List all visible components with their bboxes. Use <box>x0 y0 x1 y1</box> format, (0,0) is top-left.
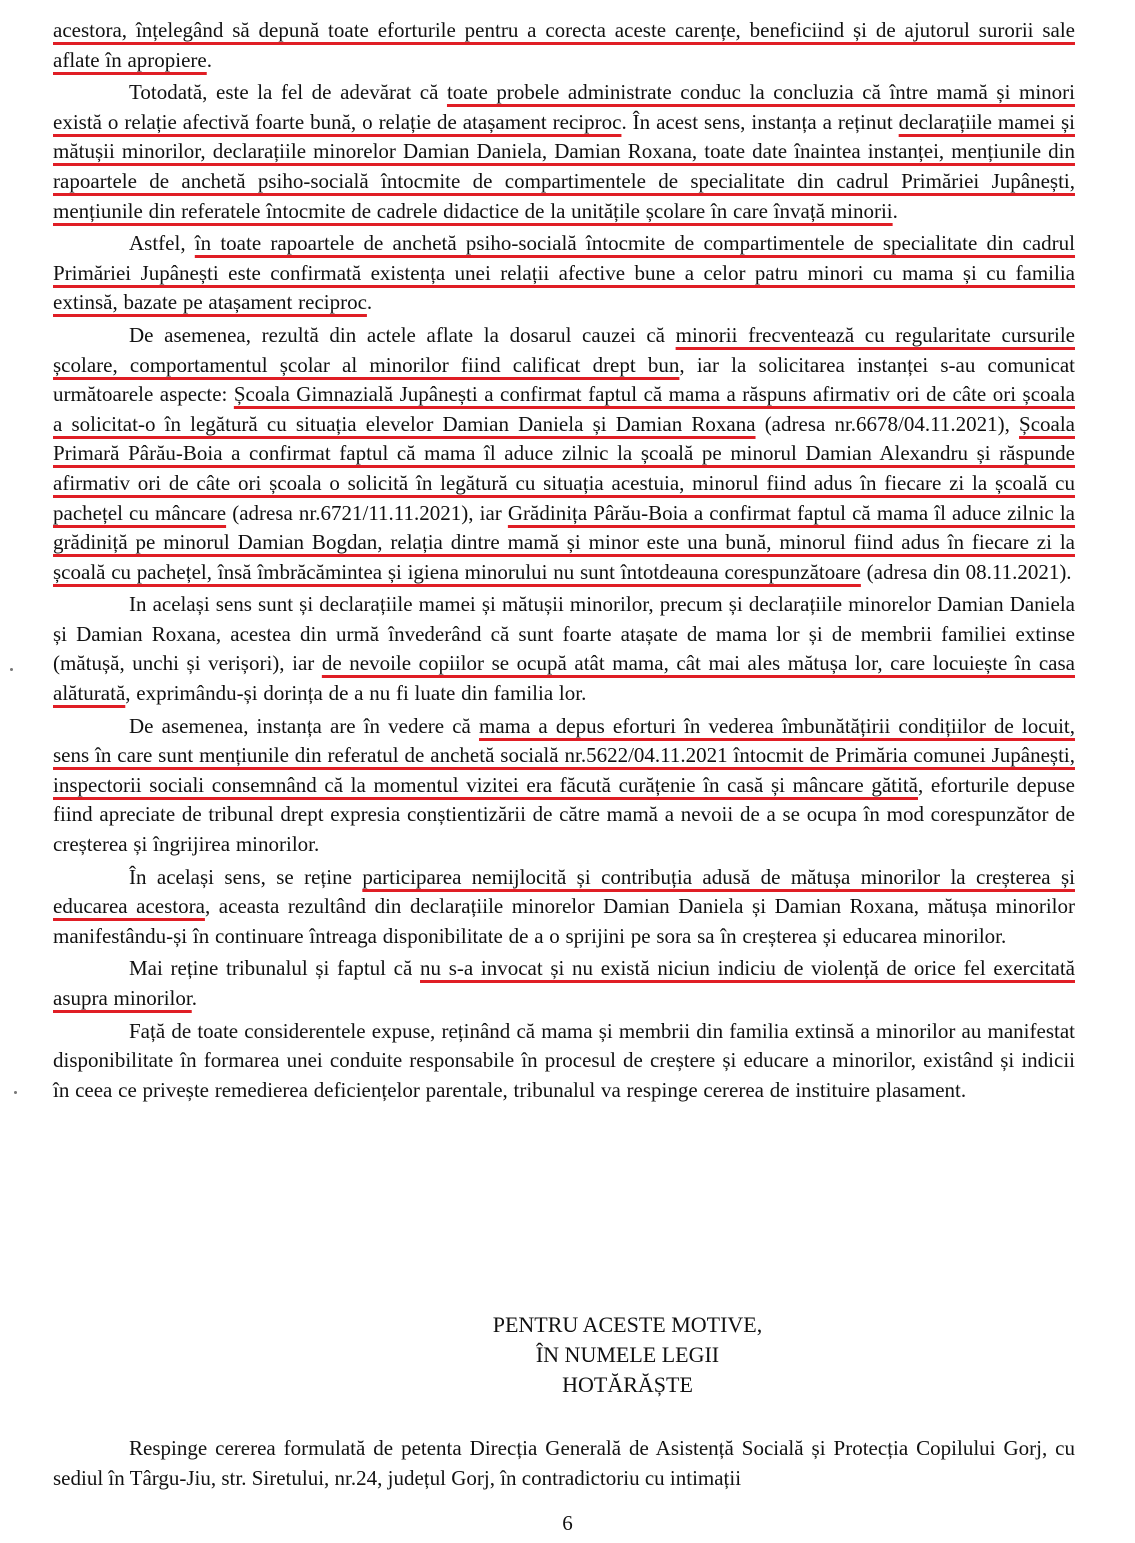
text-segment: , iar la solicitarea instanței s-au comunicat următoarele aspecte: <box>53 352 1075 407</box>
paragraph-p3 <box>53 229 1075 318</box>
paragraph-p6 <box>53 712 1075 860</box>
text-segment: . În acest sens, instanța a reținut <box>621 109 899 134</box>
paragraph-p1 <box>53 16 1075 75</box>
scan-speck <box>10 668 13 671</box>
underlined-passage: toate probele administrate conduc la concluzia că între mamă și minori există o relație afectivă foarte bună, o relație de atașament reciproc <box>53 80 1075 134</box>
heading-line-motive: PENTRU ACESTE MOTIVE, <box>492 1312 763 1337</box>
text-segment: (adresa din 08.11.2021). <box>860 559 1072 584</box>
paragraph-p8 <box>53 954 1075 1013</box>
underlined-passage: de nevoile copiilor se ocupă atât mama, cât mai ales mătușa lor, care locuiește în casa alăturată <box>53 651 1075 706</box>
underlined-passage: declarațiile mamei și mătușii minorilor, declarațiile minorelor Damian Daniela, Damian Roxana, toate date înaintea instanței, mențiunile din rapoartele de anchetă psiho-socială întocmite de compartimentele de specialitate din cadrul Primăriei Jupânești, mențiunile din referatele întocmite de cadrele didactice de la unitățile școlare în care învață minorii <box>53 109 1075 223</box>
text-segment: . <box>206 47 212 72</box>
underlined-passage: Școala Primară Pârău-Boia a confirmat faptul că mama îl aduce zilnic la școală pe minorul Damian Alexandru și răspunde afirmativ ori de câte ori școala o solicită în legătură cu situația acestuia, minorul fiind adus în fiecare zi la școală cu pachețel cu mâncare <box>53 411 1075 525</box>
underlined-passage: Școala Gimnazială Jupânești a confirmat faptul că mama a răspuns afirmativ ori de câte ori școala a solicitat-o în legătură cu situația elevelor Damian Daniela și Damian Roxana <box>53 382 1075 436</box>
scan-speck <box>14 1091 17 1094</box>
underlined-passage: mama a depus eforturi în vederea îmbunătățirii condițiilor de locuit, sens în care sunt mențiunile din referatul de anchetă socială nr.5622/04.11.2021 întocmit de Primăria comunei Jupânești, inspectorii sociali consemnând că la momentul vizitei era făcută curățenie în casă și mâncare gătită <box>53 713 1076 797</box>
text-segment: In același sens sunt și declarațiile mamei și mătușii minorilor, precum și declarațiile minorelor Damian Daniela și Damian Roxana, acestea din urmă învederând că sunt foarte atașate de mama lor și de membrii familiei extinse (mătușă, unchi și verișori), iar <box>53 592 1075 676</box>
underlined-passage: minorii frecventează cu regularitate cursurile școlare, comportamentul școlar al minorilor fiind calificat drept bun <box>53 322 1075 377</box>
text-segment: De asemenea, rezultă din actele aflate la dosarul cauzei că <box>129 322 676 347</box>
underlined-passage: nu s-a invocat și nu există niciun indiciu de violență de orice fel exercitată asupra minorilor <box>53 956 1075 1010</box>
heading-line-decides: HOTĂRĂȘTE <box>562 1372 693 1397</box>
text-segment: . <box>892 198 898 223</box>
text-segment: , exprimându-și dorința de a nu fi luate din familia lor. <box>125 681 587 706</box>
text-segment: , eforturile depuse fiind apreciate de tribunal drept expresia conștientizării de către mamă a nevoii de a se ocupa în mod corespunzător de creșterea și îngrijirea minorilor. <box>53 772 1075 857</box>
text-segment: Totodată, este la fel de adevărat că <box>129 80 447 105</box>
text-segment: (adresa nr.6721/11.11.2021), iar <box>226 500 508 525</box>
text-segment: Mai reține tribunalul și faptul că <box>129 956 421 981</box>
text-segment: . <box>191 986 197 1010</box>
decision-heading <box>0 1310 1135 1400</box>
final-paragraph: Respinge cererea formulată de petenta Direcția Generală de Asistență Socială și Protecția Copilului Gorj, cu sediul în Târgu-Jiu, str. Siretului, nr.24, județul Gorj, în contradictoriu cu intimații <box>53 1436 1075 1490</box>
text-segment: Astfel, <box>129 231 195 256</box>
heading-line-law: ÎN NUMELE LEGII <box>535 1342 720 1367</box>
underlined-passage: Grădinița Pârău-Boia a confirmat faptul că mama îl aduce zilnic la grădiniță pe minorul Damian Bogdan, relația dintre mamă și minor este una bună, minorul fiind adus în fiecare zi la școală cu pachețel, însă îmbrăcămintea și igiena minorului nu sunt întotdeauna corespunzătoare <box>53 500 1076 584</box>
underlined-passage: participarea nemijlocită și contribuția adusă de mătușa minorilor la creșterea și educarea acestora <box>53 864 1075 919</box>
paragraph-p4 <box>53 321 1075 587</box>
text-segment: . <box>366 290 373 315</box>
text-segment: , aceasta rezultând din declarațiile minorelor Damian Daniela și Damian Roxana, mătușa minorilor manifestându-și în continuare întreaga disponibilitate de a o sprijini pe sora sa în creșterea și educarea minorilor. <box>53 894 1075 948</box>
text-segment: În același sens, se reține <box>129 864 363 889</box>
paragraph-p7 <box>53 863 1075 952</box>
document-body <box>53 16 1075 1108</box>
paragraph-p9 <box>53 1017 1075 1106</box>
underlined-passage: acestora, înțelegând să depună toate eforturile pentru a corecta aceste carențe, beneficiind și de ajutorul surorii sale aflate în apropiere <box>53 18 1075 72</box>
paragraph-p5 <box>53 590 1075 708</box>
text-segment: De asemenea, instanța are în vedere că <box>129 713 479 738</box>
underlined-passage: în toate rapoartele de anchetă psiho-socială întocmite de compartimentele de specialitate din cadrul Primăriei Jupânești este confirmată existența unei relații afective bune a celor patru minori cu mama și cu familia extinsă, bazate pe atașament reciproc <box>53 231 1076 315</box>
page-number: 6 <box>562 1511 573 1535</box>
paragraph-p2 <box>53 78 1075 226</box>
text-segment: (adresa nr.6678/04.11.2021), <box>755 411 1020 436</box>
text-segment: Față de toate considerentele expuse, reținând că mama și membrii din familia extinsă a minorilor au manifestat disponibilitate în formarea unei conduite responsabile în procesul de creștere și educare a minorilor, existând și indicii în ceea ce privește remedierea deficiențelor parentale, tribunalul va respinge cererea de instituire plasament. <box>53 1018 1075 1102</box>
